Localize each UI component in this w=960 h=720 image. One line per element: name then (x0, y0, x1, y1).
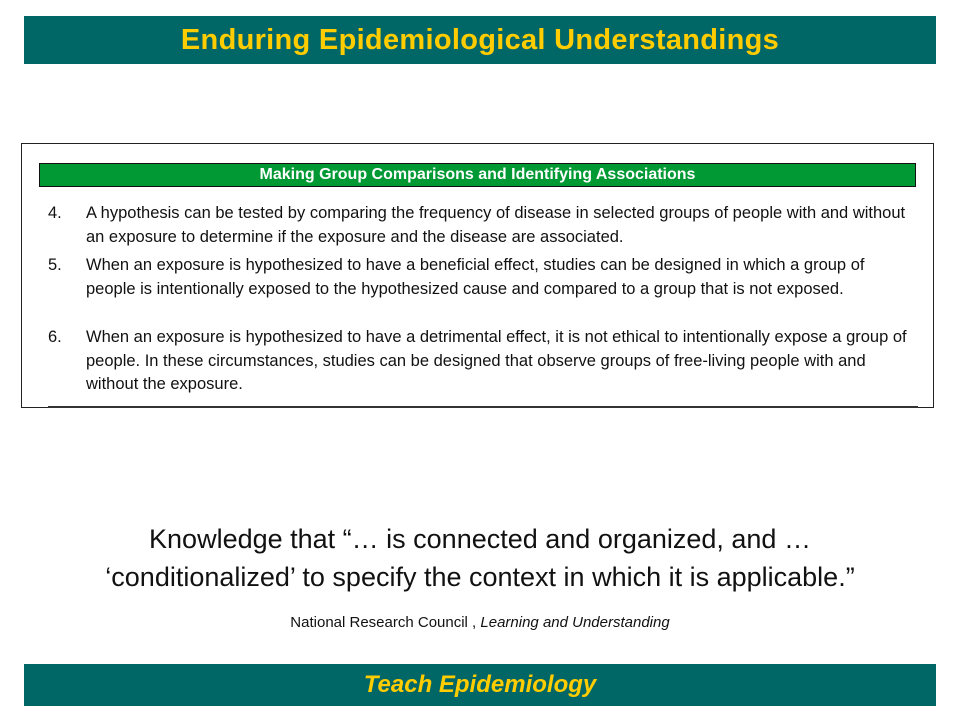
excerpt-divider (48, 406, 918, 408)
item-number: 6. (48, 328, 62, 346)
excerpt-header-text: Making Group Comparisons and Identifying Associations (259, 166, 696, 183)
item-text: When an exposure is hypothesized to have a detrimental effect, it is not ethical to intentionally expose a group of people. In these circumstances, studies can be designed that observe groups of free-living people with and without the exposure. (86, 328, 907, 393)
citation-source: National Research Council , (290, 614, 481, 631)
excerpt-box (21, 143, 934, 408)
item-text: When an exposure is hypothesized to have a beneficial effect, studies can be designed in which a group of people is intentionally exposed to the hypothesized cause and compared to a group that is not exposed. (86, 256, 865, 298)
footer-text: Teach Epidemiology (363, 671, 597, 698)
quote-line-1: Knowledge that “… is connected and organized, and … (149, 524, 811, 554)
excerpt-header (39, 163, 916, 187)
citation-work: Learning and Understanding (480, 614, 670, 631)
item-number: 5. (48, 256, 62, 274)
citation (20, 614, 940, 631)
quote (20, 520, 940, 596)
item-number: 4. (48, 204, 62, 222)
slide-title: Enduring Epidemiological Understandings (180, 23, 780, 56)
item-text: A hypothesis can be tested by comparing the frequency of disease in selected groups of people with and without an exposure to determine if the exposure and the disease are associated. (86, 204, 906, 246)
quote-line-2: ‘conditionalized’ to specify the context in which it is applicable.” (105, 562, 855, 592)
title-bar (24, 16, 936, 64)
footer-bar (24, 664, 936, 706)
